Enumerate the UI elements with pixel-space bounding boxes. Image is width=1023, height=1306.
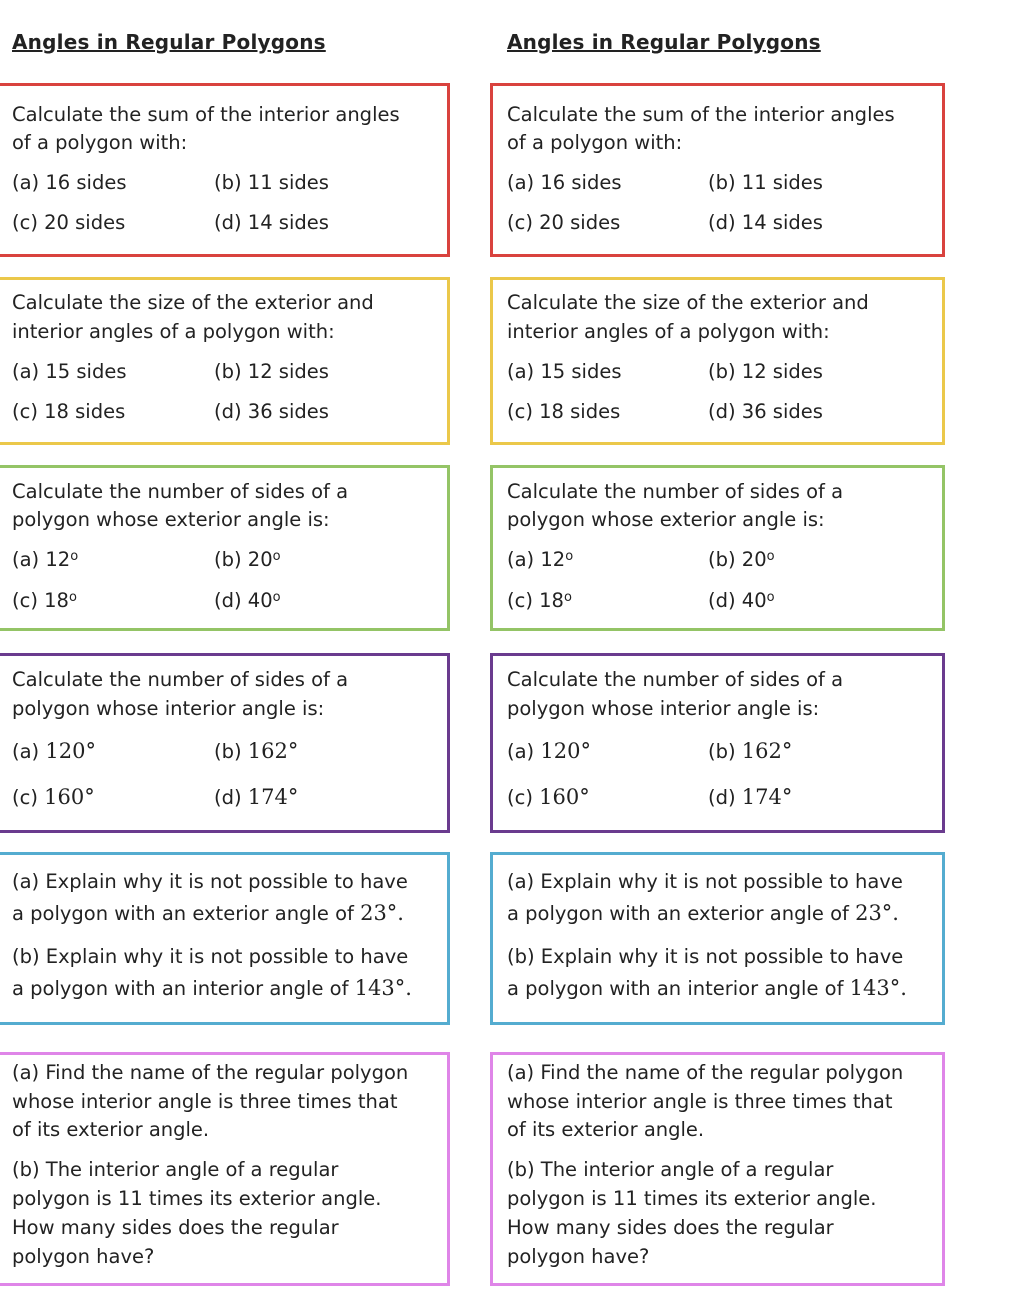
prompt-line: Calculate the number of sides of a bbox=[12, 668, 349, 691]
question-part: (c) 20 sides bbox=[12, 211, 126, 234]
prompt-line: of a polygon with: bbox=[12, 131, 188, 154]
angle-value: 20 bbox=[247, 548, 273, 571]
part-label: (b) bbox=[214, 548, 242, 571]
question-part: (b) 12 sides bbox=[214, 360, 329, 383]
question-part bbox=[708, 550, 775, 570]
angle-value: 120° bbox=[540, 739, 591, 763]
angle-value: 40 bbox=[247, 589, 273, 612]
degree-sign: o bbox=[68, 590, 77, 605]
part-label: (c) bbox=[507, 786, 533, 809]
part-label: (b) bbox=[708, 548, 736, 571]
part-label: (d) bbox=[214, 589, 242, 612]
question-line: (b) Explain why it is not possible to have bbox=[12, 945, 409, 968]
question-line: whose interior angle is three times that bbox=[12, 1090, 398, 1113]
prompt-line: polygon whose interior angle is: bbox=[12, 697, 325, 720]
part-label: (a) bbox=[12, 548, 40, 571]
question-line: (a) Find the name of the regular polygon bbox=[507, 1061, 904, 1084]
prompt-line: Calculate the size of the exterior and bbox=[507, 291, 869, 314]
angle-value: 120° bbox=[45, 739, 96, 763]
question-line: (b) The interior angle of a regular bbox=[12, 1158, 339, 1181]
question-part: (a) 15 sides bbox=[507, 360, 622, 383]
question-part bbox=[12, 787, 95, 808]
degree-sign: o bbox=[766, 590, 775, 605]
part-label: (b) bbox=[214, 740, 242, 763]
worksheet-title: Angles in Regular Polygons bbox=[507, 30, 821, 54]
prompt-line: polygon whose interior angle is: bbox=[507, 697, 820, 720]
angle-value: 20 bbox=[741, 548, 767, 571]
question-text: a polygon with an exterior angle of bbox=[12, 902, 354, 925]
question-part: (d) 14 sides bbox=[214, 211, 329, 234]
angle-value: 143°. bbox=[849, 976, 907, 1000]
angle-value: 40 bbox=[741, 589, 767, 612]
part-label: (c) bbox=[12, 786, 38, 809]
angle-value: 18 bbox=[44, 589, 69, 612]
question-text: a polygon with an interior angle of bbox=[507, 977, 844, 1000]
question-line: (a) Find the name of the regular polygon bbox=[12, 1061, 409, 1084]
question-part bbox=[214, 550, 281, 570]
question-part bbox=[214, 741, 298, 762]
part-label: (a) bbox=[507, 548, 535, 571]
prompt-line: polygon whose exterior angle is: bbox=[507, 508, 825, 531]
prompt-line: interior angles of a polygon with: bbox=[12, 320, 335, 343]
worksheet-title: Angles in Regular Polygons bbox=[12, 30, 326, 54]
question-part bbox=[708, 591, 775, 611]
part-label: (b) bbox=[708, 740, 736, 763]
question-part: (d) 36 sides bbox=[708, 400, 823, 423]
question-part bbox=[214, 787, 298, 808]
angle-value: 162° bbox=[247, 739, 299, 763]
prompt-line: Calculate the number of sides of a bbox=[507, 668, 844, 691]
question-line bbox=[12, 978, 412, 999]
part-label: (c) bbox=[507, 589, 533, 612]
prompt-line: Calculate the size of the exterior and bbox=[12, 291, 374, 314]
question-part bbox=[12, 741, 96, 762]
degree-sign: o bbox=[70, 549, 79, 564]
part-label: (a) bbox=[12, 740, 40, 763]
question-part: (b) 11 sides bbox=[708, 171, 823, 194]
question-line: polygon is 11 times its exterior angle. bbox=[507, 1187, 877, 1210]
degree-sign: o bbox=[272, 590, 281, 605]
prompt-line: polygon whose exterior angle is: bbox=[12, 508, 330, 531]
prompt-line: Calculate the number of sides of a bbox=[12, 480, 349, 503]
prompt-line: of a polygon with: bbox=[507, 131, 683, 154]
question-line: How many sides does the regular bbox=[507, 1216, 834, 1239]
question-part: (a) 16 sides bbox=[12, 171, 127, 194]
question-line: polygon is 11 times its exterior angle. bbox=[12, 1187, 382, 1210]
question-part bbox=[214, 591, 281, 611]
part-label: (c) bbox=[12, 589, 38, 612]
question-line: polygon have? bbox=[12, 1245, 155, 1268]
question-part bbox=[12, 550, 78, 570]
question-line: How many sides does the regular bbox=[12, 1216, 339, 1239]
question-line: of its exterior angle. bbox=[12, 1118, 210, 1141]
angle-value: 23°. bbox=[855, 901, 899, 925]
question-part bbox=[507, 741, 591, 762]
prompt-line: interior angles of a polygon with: bbox=[507, 320, 830, 343]
question-part: (a) 16 sides bbox=[507, 171, 622, 194]
angle-value: 174° bbox=[247, 785, 299, 809]
angle-value: 162° bbox=[741, 739, 793, 763]
question-part: (c) 18 sides bbox=[12, 400, 126, 423]
angle-value: 12 bbox=[540, 548, 566, 571]
angle-value: 143°. bbox=[354, 976, 412, 1000]
question-line: (b) Explain why it is not possible to have bbox=[507, 945, 904, 968]
part-label: (d) bbox=[708, 786, 736, 809]
question-part bbox=[507, 550, 573, 570]
degree-sign: o bbox=[766, 549, 775, 564]
question-part: (a) 15 sides bbox=[12, 360, 127, 383]
question-part: (b) 11 sides bbox=[214, 171, 329, 194]
question-part: (d) 14 sides bbox=[708, 211, 823, 234]
prompt-line: Calculate the number of sides of a bbox=[507, 480, 844, 503]
question-line: (a) Explain why it is not possible to have bbox=[507, 870, 903, 893]
question-line: of its exterior angle. bbox=[507, 1118, 705, 1141]
question-part bbox=[708, 741, 792, 762]
question-part bbox=[708, 787, 792, 808]
degree-sign: o bbox=[565, 549, 574, 564]
question-line bbox=[12, 903, 404, 924]
question-line: (a) Explain why it is not possible to have bbox=[12, 870, 408, 893]
angle-value: 12 bbox=[45, 548, 71, 571]
question-line: whose interior angle is three times that bbox=[507, 1090, 893, 1113]
question-part bbox=[507, 787, 590, 808]
angle-value: 160° bbox=[44, 785, 95, 809]
question-part: (d) 36 sides bbox=[214, 400, 329, 423]
question-text: a polygon with an interior angle of bbox=[12, 977, 349, 1000]
question-text: a polygon with an exterior angle of bbox=[507, 902, 849, 925]
angle-value: 160° bbox=[539, 785, 590, 809]
angle-value: 174° bbox=[741, 785, 793, 809]
degree-sign: o bbox=[272, 549, 281, 564]
question-part: (c) 20 sides bbox=[507, 211, 621, 234]
question-line bbox=[507, 903, 899, 924]
part-label: (a) bbox=[507, 740, 535, 763]
part-label: (d) bbox=[214, 786, 242, 809]
question-line bbox=[507, 978, 907, 999]
angle-value: 18 bbox=[539, 589, 564, 612]
question-part: (b) 12 sides bbox=[708, 360, 823, 383]
prompt-line: Calculate the sum of the interior angles bbox=[507, 103, 895, 126]
question-part: (c) 18 sides bbox=[507, 400, 621, 423]
question-line: polygon have? bbox=[507, 1245, 650, 1268]
degree-sign: o bbox=[563, 590, 572, 605]
question-part bbox=[507, 591, 572, 611]
angle-value: 23°. bbox=[360, 901, 404, 925]
question-part bbox=[12, 591, 77, 611]
question-line: (b) The interior angle of a regular bbox=[507, 1158, 834, 1181]
prompt-line: Calculate the sum of the interior angles bbox=[12, 103, 400, 126]
part-label: (d) bbox=[708, 589, 736, 612]
